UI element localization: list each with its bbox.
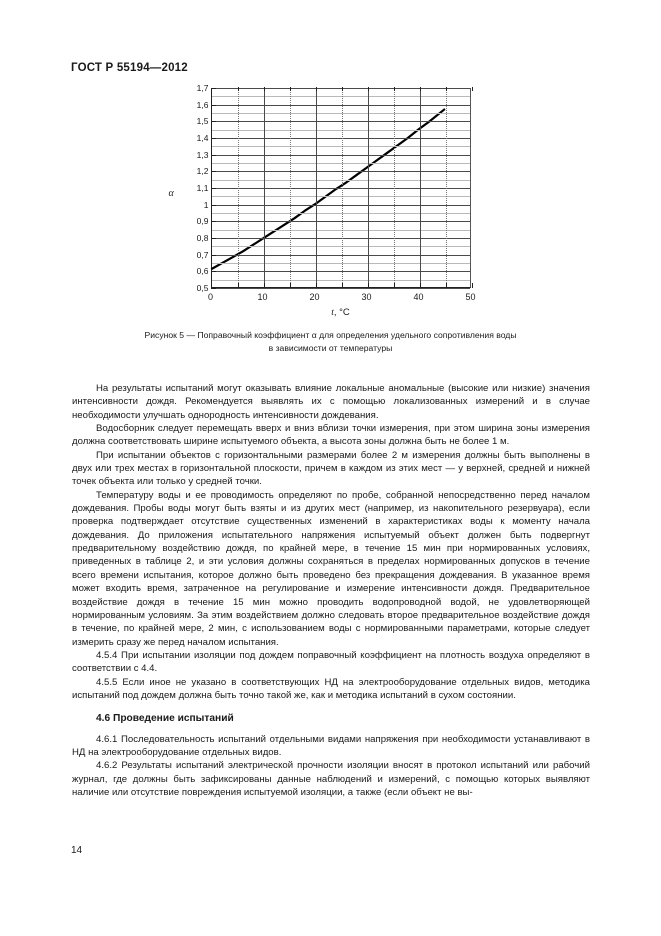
chart-gridline-vertical (420, 88, 421, 287)
chart-gridline-horizontal (212, 171, 470, 172)
chart-x-tick-label: 30 (361, 292, 372, 302)
paragraph-2: Водосборник следует перемещать вверх и вниз вблизи точки измерения, при этом ширина зоны измерения должна соответствовать ширине испытуемого объекта, а высота зоны должна быть не более 1 м. (72, 423, 590, 448)
chart-tick-x (316, 283, 317, 288)
chart-x-tick-label: 20 (309, 292, 320, 302)
chart-tick-x-top (238, 87, 239, 91)
chart-tick-x (238, 283, 239, 288)
chart-x-tick-label: 10 (257, 292, 268, 302)
chart-tick-y (211, 221, 216, 222)
chart-y-axis-label: α (168, 188, 174, 199)
chart-gridline-horizontal-minor (212, 246, 470, 247)
chart-tick-x (290, 283, 291, 288)
chart-tick-y (211, 171, 216, 172)
body-text (72, 382, 590, 799)
page-number: 14 (71, 845, 83, 856)
chart-tick-x (394, 283, 395, 288)
chart-gridline-horizontal-minor (212, 263, 470, 264)
chart-gridline-horizontal-minor (212, 96, 470, 97)
chart-gridline-horizontal-minor (212, 180, 470, 181)
paragraph-4: Температуру воды и ее проводимость определяют по пробе, собранной непосредственно перед началом дождевания. Пробы воды могут быть взяты и из других мест (например, из накопительного резервуара), если проверка подтверждает отсутствие существенных изменений в характеристиках воды к моменту начала дождевания. До приложения испытательного напряжения испытуемый объект должен быть подвергнут предварительному воздействию дождя, по крайней мере, в течение 15 мин при нормированных условиях, приведенных в таблице 2, и эти условия должны сохраняться в пределах нормированных допусков в течение всего времени испытания, которое должно быть проведено без прекращения дождевания. В указанное время может входить время, затраченное на регулирование и измерение интенсивности дождя. Предварительное воздействие дождя в течение 15 мин можно проводить водопроводной водой, не удовлетворяющей нормированным условиям. За этим воздействием должно следовать второе предварительное воздействие дождя в течение, по крайней мере, 2 мин, с использованием воды с нормированными параметрами, которые следует измерить сразу же перед началом испытания. (72, 489, 590, 648)
chart-y-tick-label: 1,2 (196, 166, 209, 177)
chart-gridline-vertical (290, 88, 291, 287)
chart-y-axis-ticks (173, 82, 209, 293)
chart-tick-x-top (368, 87, 369, 91)
chart-tick-y (211, 255, 216, 256)
chart-y-tick-label: 1,4 (196, 132, 209, 143)
chart-y-tick-label: 0,5 (196, 282, 209, 293)
chart-gridline-vertical (316, 88, 317, 287)
chart-x-tick-label: 0 (207, 292, 214, 302)
chart-y-tick-label: 1,6 (196, 99, 209, 110)
chart-gridline-horizontal (212, 138, 470, 139)
chart-tick-x (446, 283, 447, 288)
chart-container (168, 82, 491, 318)
figure-caption-line-2: в зависимости от температуры (268, 343, 393, 353)
chart-gridline-vertical (342, 88, 343, 287)
chart-gridline-horizontal-minor (212, 196, 470, 197)
chart-gridline-horizontal (212, 188, 470, 189)
chart-gridline-horizontal (212, 105, 470, 106)
document-header-standard-id: ГОСТ Р 55194—2012 (71, 62, 188, 74)
figure-caption-line-1: Рисунок 5 — Поправочный коэффициент α для определения удельного сопротивления воды (144, 330, 517, 340)
clause-4-5-4: 4.5.4 При испытании изоляции под дождем поправочный коэффициент на плотность воздуха определяют в соответствии с 4.4. (72, 649, 590, 675)
chart-gridline-vertical (368, 88, 369, 287)
chart-y-tick-label: 1,5 (196, 116, 209, 127)
chart-tick-x (420, 283, 421, 288)
chart-gridline-vertical (394, 88, 395, 287)
chart-tick-x-top (394, 87, 395, 91)
chart-y-tick-label: 0,7 (196, 249, 209, 260)
chart-tick-y (211, 155, 216, 156)
chart-gridline-vertical (264, 88, 265, 287)
chart-x-axis-label: t, °C (331, 307, 350, 318)
chart-gridline-horizontal (212, 155, 470, 156)
chart-gridline-horizontal-minor (212, 130, 470, 131)
chart-y-tick-label: 1,7 (196, 82, 209, 93)
clause-4-6-1: 4.6.1 Последовательность испытаний отдельными видами напряжения при необходимости устанавливают в НД на электрооборудование отдельных видов. (72, 733, 590, 758)
chart-tick-x-top (316, 87, 317, 91)
chart-gridline-horizontal (212, 221, 470, 222)
chart-gridline-horizontal-minor (212, 163, 470, 164)
chart-y-tick-label: 1,1 (196, 182, 209, 193)
clause-4-5-5: 4.5.5 Если иное не указано в соответствующих НД на электрооборудование отдельных видов, методика испытаний под дождем должна быть точно такой же, как и методика испытаний в сухом состоянии. (72, 676, 590, 701)
chart-tick-y (211, 121, 216, 122)
chart-gridline-horizontal-minor (212, 213, 470, 214)
chart-tick-x-top (446, 87, 447, 91)
chart-tick-x (342, 283, 343, 288)
chart-tick-y (211, 271, 216, 272)
chart-gridline-vertical (238, 88, 239, 287)
chart-gridline-horizontal-minor (212, 230, 470, 231)
chart-tick-y (211, 88, 216, 89)
chart-tick-y (211, 205, 216, 206)
figure-5 (0, 82, 661, 355)
chart-gridline-horizontal (212, 288, 470, 289)
figure-caption (96, 329, 566, 355)
chart-tick-y (211, 138, 216, 139)
paragraph-3: При испытании объектов с горизонтальными размерами более 2 м измерения должны быть выполнены в двух или трех местах в горизонтальной плоскости, причем в каждом из этих мест — у верхней, средней и нижней точек объекта или только у средней точки. (72, 449, 590, 488)
chart-x-tick-label: 50 (465, 292, 476, 302)
clause-4-6-2: 4.6.2 Результаты испытаний электрической прочности изоляции вносят в протокол испытаний или рабочий журнал, где должны быть зафиксированы данные наблюдений и измерений, с помощью которых выявляют наличие или отсутствие повреждения испытуемой изоляции, а также (если объект не вы- (72, 760, 590, 798)
chart-tick-y (211, 288, 216, 289)
chart-gridline-horizontal (212, 121, 470, 122)
chart-tick-y (211, 188, 216, 189)
chart-y-tick-label: 0,6 (196, 266, 209, 277)
chart-y-tick-label: 0,8 (196, 232, 209, 243)
chart-gridline-horizontal-minor (212, 146, 470, 147)
chart-gridline-horizontal (212, 271, 470, 272)
chart-gridline-horizontal-minor (212, 280, 470, 281)
chart-y-tick-label: 1 (203, 199, 209, 210)
chart-x-tick-label: 40 (413, 292, 424, 302)
chart-tick-x (368, 283, 369, 288)
chart-tick-y (211, 105, 216, 106)
chart-y-tick-label: 1,3 (196, 149, 209, 160)
chart-y-tick-label: 0,9 (196, 216, 209, 227)
chart-gridline-horizontal-minor (212, 113, 470, 114)
chart-gridline-horizontal (212, 238, 470, 239)
chart-gridline-horizontal (212, 255, 470, 256)
chart-tick-x-top (342, 87, 343, 91)
chart-tick-x-top (290, 87, 291, 91)
chart-tick-x-top (420, 87, 421, 91)
chart-plot-area (211, 88, 471, 288)
chart-tick-y (211, 238, 216, 239)
chart-tick-x-top (264, 87, 265, 91)
chart-tick-x (472, 283, 473, 288)
chart-x-axis-ticks (207, 292, 476, 306)
chart-gridline-horizontal (212, 88, 470, 89)
section-heading-4-6: 4.6 Проведение испытаний (96, 713, 234, 725)
paragraph-1: На результаты испытаний могут оказывать влияние локальные аномальные (высокие или низкие) значения интенсивности дождя. Рекомендуется выявлять их с помощью локализованных измерений и в случае необходимости улучшать однородность интенсивности дождевания. (72, 383, 590, 421)
chart-tick-x-top (472, 87, 473, 91)
chart-gridline-vertical (446, 88, 447, 287)
chart-gridline-horizontal (212, 205, 470, 206)
chart-tick-x (264, 283, 265, 288)
